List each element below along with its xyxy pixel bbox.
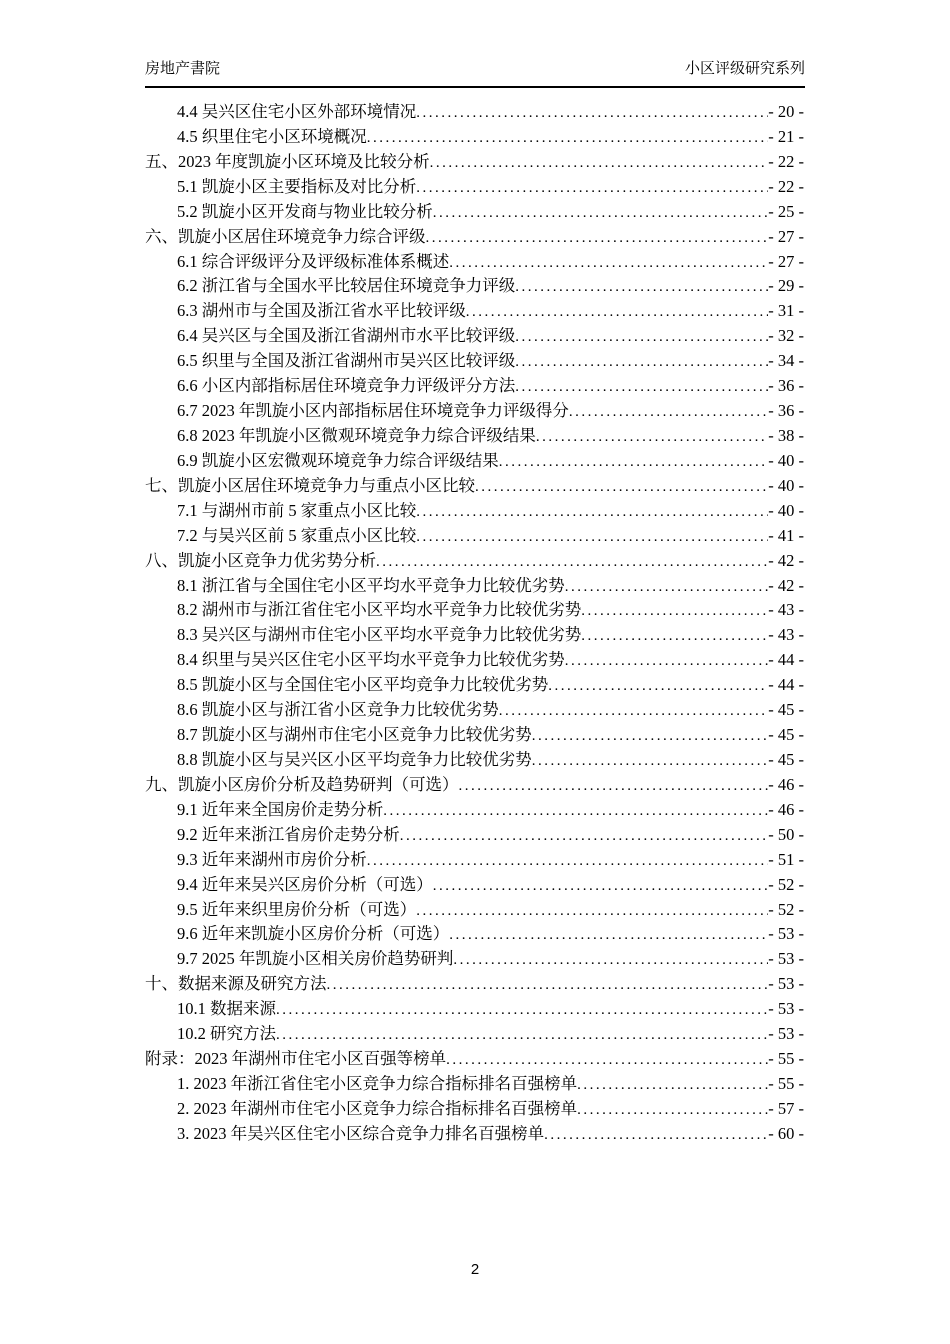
toc-entry-label: 5.1 凯旋小区主要指标及对比分析 xyxy=(177,176,417,196)
toc-entry-page: - 43 - xyxy=(768,600,804,620)
toc-dot-leader xyxy=(565,648,769,674)
toc-entry-label: 8.8 凯旋小区与吴兴区小区平均竞争力比较优劣势 xyxy=(177,749,532,769)
toc-entry-page: - 46 - xyxy=(768,774,804,794)
toc-dot-leader xyxy=(453,947,768,973)
toc-dot-leader xyxy=(532,748,769,774)
toc-entry-label: 1. 2023 年浙江省住宅小区竞争力综合指标排名百强榜单 xyxy=(177,1073,578,1093)
toc-entry[interactable] xyxy=(145,424,804,449)
toc-entry[interactable] xyxy=(145,349,804,374)
toc-dot-leader xyxy=(416,898,768,924)
toc-entry-label: 6.7 2023 年凯旋小区内部指标居住环境竞争力评级得分 xyxy=(177,401,569,421)
toc-entry-page: - 40 - xyxy=(768,475,804,495)
toc-entry[interactable] xyxy=(145,549,804,574)
toc-entry[interactable] xyxy=(145,449,804,474)
toc-entry-page: - 46 - xyxy=(768,799,804,819)
toc-entry-label: 6.1 综合评级评分及评级标准体系概述 xyxy=(177,251,450,271)
toc-dot-leader xyxy=(532,723,769,749)
toc-entry-label: 7.2 与吴兴区前 5 家重点小区比较 xyxy=(177,525,417,545)
toc-entry-label: 3. 2023 年吴兴区住宅小区综合竞争力排名百强榜单 xyxy=(177,1123,545,1143)
toc-entry[interactable] xyxy=(145,1047,804,1072)
toc-entry[interactable] xyxy=(145,873,804,898)
toc-entry[interactable] xyxy=(145,274,804,299)
toc-dot-leader xyxy=(416,524,768,550)
toc-dot-leader xyxy=(430,150,769,176)
toc-entry[interactable] xyxy=(145,1022,804,1047)
toc-entry-page: - 53 - xyxy=(768,999,804,1019)
toc-dot-leader xyxy=(416,499,768,525)
toc-entry-label: 8.5 凯旋小区与全国住宅小区平均竞争力比较优劣势 xyxy=(177,675,549,695)
toc-entry-page: - 45 - xyxy=(768,725,804,745)
toc-dot-leader xyxy=(367,848,769,874)
toc-entry-page: - 51 - xyxy=(768,849,804,869)
toc-entry-page: - 52 - xyxy=(768,874,804,894)
toc-dot-leader xyxy=(515,374,768,400)
toc-entry[interactable] xyxy=(145,623,804,648)
toc-dot-leader xyxy=(569,399,768,425)
toc-entry-label: 6.3 湖州市与全国及浙江省水平比较评级 xyxy=(177,301,466,321)
toc-entry[interactable] xyxy=(145,125,804,150)
toc-dot-leader xyxy=(449,922,768,948)
toc-entry[interactable] xyxy=(145,748,804,773)
toc-entry-label: 六、凯旋小区居住环境竞争力综合评级 xyxy=(145,226,426,246)
toc-entry[interactable] xyxy=(145,499,804,524)
toc-entry[interactable] xyxy=(145,225,804,250)
toc-entry-page: - 36 - xyxy=(768,401,804,421)
toc-entry-page: - 22 - xyxy=(768,176,804,196)
toc-dot-leader xyxy=(577,1097,768,1123)
toc-entry[interactable] xyxy=(145,922,804,947)
toc-entry-label: 五、2023 年度凯旋小区环境及比较分析 xyxy=(145,151,430,171)
toc-entry-page: - 25 - xyxy=(768,201,804,221)
toc-entry[interactable] xyxy=(145,150,804,175)
toc-entry-page: - 45 - xyxy=(768,749,804,769)
toc-entry[interactable] xyxy=(145,1072,804,1097)
toc-entry-label: 8.3 吴兴区与湖州市住宅小区平均水平竞争力比较优劣势 xyxy=(177,625,582,645)
toc-dot-leader xyxy=(536,424,768,450)
toc-entry[interactable] xyxy=(145,374,804,399)
toc-dot-leader xyxy=(499,449,769,475)
toc-entry[interactable] xyxy=(145,823,804,848)
toc-entry-label: 2. 2023 年湖州市住宅小区竞争力综合指标排名百强榜单 xyxy=(177,1098,578,1118)
toc-dot-leader xyxy=(515,349,768,375)
page-header xyxy=(145,58,805,88)
toc-entry-page: - 45 - xyxy=(768,700,804,720)
toc-entry[interactable] xyxy=(145,1097,804,1122)
toc-dot-leader xyxy=(577,1072,768,1098)
toc-dot-leader xyxy=(426,225,769,251)
toc-entry-page: - 53 - xyxy=(768,949,804,969)
toc-entry-label: 6.6 小区内部指标居住环境竞争力评级评分方法 xyxy=(177,376,516,396)
toc-dot-leader xyxy=(581,598,768,624)
toc-entry-page: - 52 - xyxy=(768,899,804,919)
toc-entry-page: - 41 - xyxy=(768,525,804,545)
toc-entry[interactable] xyxy=(145,175,804,200)
toc-entry-page: - 43 - xyxy=(768,625,804,645)
toc-entry[interactable] xyxy=(145,250,804,275)
toc-dot-leader xyxy=(581,623,768,649)
toc-dot-leader xyxy=(544,1122,768,1148)
toc-entry-label: 八、凯旋小区竞争力优劣势分析 xyxy=(145,550,376,570)
toc-entry-label: 8.7 凯旋小区与湖州市住宅小区竞争力比较优劣势 xyxy=(177,725,532,745)
toc-dot-leader xyxy=(276,1022,768,1048)
toc-dot-leader xyxy=(327,972,769,998)
toc-dot-leader xyxy=(400,823,769,849)
toc-entry[interactable] xyxy=(145,100,804,125)
toc-entry-page: - 57 - xyxy=(768,1098,804,1118)
toc-entry[interactable] xyxy=(145,997,804,1022)
toc-dot-leader xyxy=(466,299,769,325)
toc-entry-page: - 22 - xyxy=(768,151,804,171)
toc-dot-leader xyxy=(515,324,768,350)
header-right-text: 小区评级研究系列 xyxy=(684,60,805,77)
toc-entry[interactable] xyxy=(145,648,804,673)
header-left-text: 房地产書院 xyxy=(145,60,221,77)
toc-dot-leader xyxy=(416,100,768,126)
toc-entry-label: 十、数据来源及研究方法 xyxy=(145,974,327,994)
page-number: 2 xyxy=(470,1261,480,1278)
toc-entry[interactable] xyxy=(145,200,804,225)
toc-dot-leader xyxy=(416,175,768,201)
toc-dot-leader xyxy=(475,474,768,500)
toc-entry-label: 9.3 近年来湖州市房价分析 xyxy=(177,849,367,869)
toc-entry-page: - 34 - xyxy=(768,351,804,371)
toc-entry-label: 7.1 与湖州市前 5 家重点小区比较 xyxy=(177,500,417,520)
toc-entry[interactable] xyxy=(145,972,804,997)
toc-entry-label: 6.5 织里与全国及浙江省湖州市吴兴区比较评级 xyxy=(177,351,516,371)
toc-entry-label: 6.9 凯旋小区宏微观环境竞争力综合评级结果 xyxy=(177,450,499,470)
toc-entry-label: 9.7 2025 年凯旋小区相关房价趋势研判 xyxy=(177,949,454,969)
toc-entry-page: - 50 - xyxy=(768,824,804,844)
toc-entry-label: 9.2 近年来浙江省房价走势分析 xyxy=(177,824,400,844)
toc-entry-label: 九、凯旋小区房价分析及趋势研判（可选） xyxy=(145,774,459,794)
toc-entry[interactable] xyxy=(145,299,804,324)
toc-entry[interactable] xyxy=(145,598,804,623)
toc-entry-label: 6.4 吴兴区与全国及浙江省湖州市水平比较评级 xyxy=(177,326,516,346)
toc-entry[interactable] xyxy=(145,848,804,873)
toc-dot-leader xyxy=(446,1047,768,1073)
toc-dot-leader xyxy=(459,773,769,799)
toc-entry-page: - 31 - xyxy=(768,301,804,321)
page-footer xyxy=(0,1260,950,1280)
toc-entry-page: - 53 - xyxy=(768,924,804,944)
toc-entry-label: 10.2 研究方法 xyxy=(177,1024,276,1044)
toc-entry-page: - 42 - xyxy=(768,575,804,595)
toc-entry[interactable] xyxy=(145,574,804,599)
toc-entry-page: - 27 - xyxy=(768,251,804,271)
toc-entry-page: - 53 - xyxy=(768,1024,804,1044)
toc-dot-leader xyxy=(383,798,768,824)
toc-entry-page: - 44 - xyxy=(768,675,804,695)
toc-entry-page: - 21 - xyxy=(768,126,804,146)
toc-entry[interactable] xyxy=(145,524,804,549)
toc-dot-leader xyxy=(433,200,769,226)
toc-entry-page: - 55 - xyxy=(768,1049,804,1069)
toc-entry-label: 8.4 织里与吴兴区住宅小区平均水平竞争力比较优劣势 xyxy=(177,650,565,670)
toc-entry-page: - 20 - xyxy=(768,102,804,121)
toc-entry[interactable] xyxy=(145,324,804,349)
toc-dot-leader xyxy=(449,250,768,276)
toc-dot-leader xyxy=(515,274,768,300)
toc-entry-page: - 29 - xyxy=(768,276,804,296)
toc-entry[interactable] xyxy=(145,947,804,972)
toc-entry-page: - 42 - xyxy=(768,550,804,570)
toc-dot-leader xyxy=(376,549,768,575)
toc-entry-page: - 40 - xyxy=(768,450,804,470)
toc-entry-page: - 27 - xyxy=(768,226,804,246)
toc-entry-page: - 32 - xyxy=(768,326,804,346)
toc-dot-leader xyxy=(433,873,769,899)
toc-dot-leader xyxy=(565,574,769,600)
toc-entry-label: 七、凯旋小区居住环境竞争力与重点小区比较 xyxy=(145,475,475,495)
toc-entry-label: 9.6 近年来凯旋小区房价分析（可选） xyxy=(177,924,450,944)
toc-entry-label: 9.1 近年来全国房价走势分析 xyxy=(177,799,384,819)
toc-entry[interactable] xyxy=(145,399,804,424)
toc-dot-leader xyxy=(367,125,769,151)
toc-entry-label: 4.4 吴兴区住宅小区外部环境情况 xyxy=(177,102,417,121)
toc-entry-page: - 38 - xyxy=(768,425,804,445)
toc-entry-label: 8.2 湖州市与浙江省住宅小区平均水平竞争力比较优劣势 xyxy=(177,600,582,620)
toc-entry-label: 8.1 浙江省与全国住宅小区平均水平竞争力比较优劣势 xyxy=(177,575,565,595)
toc-entry[interactable] xyxy=(145,773,804,798)
toc-entry-page: - 60 - xyxy=(768,1123,804,1143)
toc-entry[interactable] xyxy=(145,698,804,723)
toc-entry-label: 6.2 浙江省与全国水平比较居住环境竞争力评级 xyxy=(177,276,516,296)
toc-entry-page: - 53 - xyxy=(768,974,804,994)
toc-entry-label: 10.1 数据来源 xyxy=(177,999,276,1019)
toc-entry-label: 6.8 2023 年凯旋小区微观环境竞争力综合评级结果 xyxy=(177,425,536,445)
toc-entry[interactable] xyxy=(145,723,804,748)
toc-dot-leader xyxy=(499,698,769,724)
toc-entry-label: 9.5 近年来织里房价分析（可选） xyxy=(177,899,417,919)
toc-entry-page: - 40 - xyxy=(768,500,804,520)
toc-entry-label: 8.6 凯旋小区与浙江省小区竞争力比较优劣势 xyxy=(177,700,499,720)
toc-entry[interactable] xyxy=(145,673,804,698)
toc-entry-label: 4.5 织里住宅小区环境概况 xyxy=(177,126,367,146)
toc-entry-label: 5.2 凯旋小区开发商与物业比较分析 xyxy=(177,201,433,221)
toc-entry[interactable] xyxy=(145,1122,804,1147)
toc-entry-page: - 55 - xyxy=(768,1073,804,1093)
toc-entry-page: - 36 - xyxy=(768,376,804,396)
toc-entry-label: 附录：2023 年湖州市住宅小区百强等榜单 xyxy=(145,1049,447,1069)
toc-entry[interactable] xyxy=(145,474,804,499)
toc-entry[interactable] xyxy=(145,798,804,823)
toc-dot-leader xyxy=(548,673,768,699)
table-of-contents xyxy=(145,100,804,1147)
toc-entry[interactable] xyxy=(145,898,804,923)
toc-entry-page: - 44 - xyxy=(768,650,804,670)
toc-dot-leader xyxy=(276,997,768,1023)
toc-entry-label: 9.4 近年来吴兴区房价分析（可选） xyxy=(177,874,433,894)
